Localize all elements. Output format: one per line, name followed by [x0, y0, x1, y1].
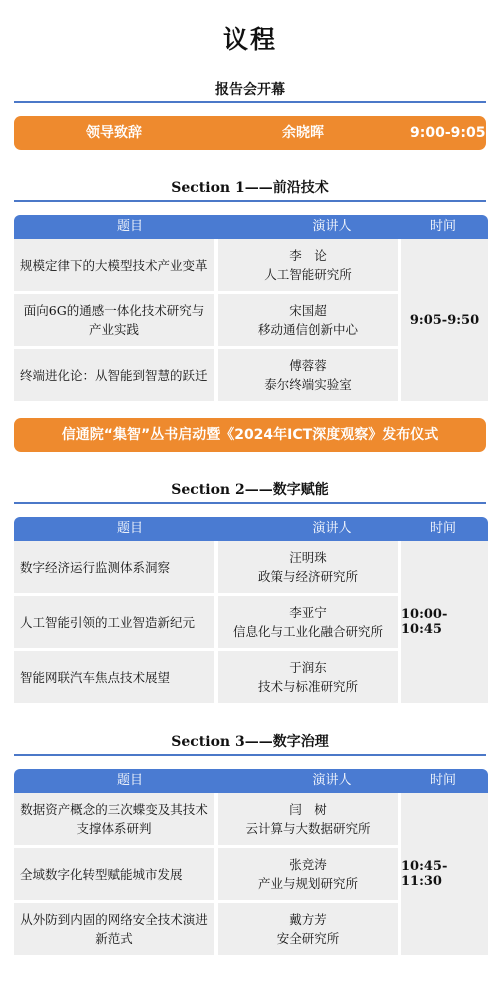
opening-heading: 报告会开幕 [215, 82, 285, 98]
table-body [14, 541, 488, 703]
speaker-cell [218, 651, 398, 703]
table-header [14, 215, 488, 239]
section-heading: Section 3——数字治理 [171, 734, 329, 750]
speaker-org: 移动通信创新中心 [257, 322, 358, 337]
speaker-cell [218, 793, 398, 845]
speaker-name: 闫 树 [289, 802, 327, 817]
header-topic: 题目 [116, 219, 143, 234]
topic-cell: 智能网联汽车焦点技术展望 [14, 651, 214, 703]
header-time: 时间 [429, 521, 456, 536]
topic-cell: 规模定律下的大模型技术产业变革 [14, 239, 214, 291]
speaker-org: 泰尔终端实验室 [264, 377, 352, 392]
opening-item: 领导致辞 [86, 125, 142, 141]
header-speaker: 演讲人 [312, 219, 352, 234]
section-heading: Section 2——数字赋能 [171, 482, 329, 498]
table-body [14, 793, 488, 955]
agenda-table [14, 517, 488, 703]
header-time: 时间 [429, 219, 456, 234]
speaker-name: 张竞涛 [289, 857, 327, 872]
header-topic: 题目 [116, 773, 143, 788]
divider [14, 502, 486, 504]
speaker-name: 傅蓉蓉 [289, 358, 327, 373]
header-time: 时间 [429, 773, 456, 788]
speaker-cell [218, 596, 398, 648]
topic-cell: 终端进化论：从智能到智慧的跃迁 [14, 349, 214, 401]
table-body [14, 239, 488, 401]
header-topic: 题目 [116, 521, 143, 536]
time-cell: 10:45-11:30 [401, 793, 488, 955]
speaker-org: 安全研究所 [276, 931, 340, 946]
speaker-cell [218, 848, 398, 900]
speaker-org: 云计算与大数据研究所 [245, 821, 371, 836]
opening-speaker: 余晓晖 [282, 125, 324, 141]
table-header [14, 517, 488, 541]
opening-bar [14, 116, 486, 150]
topic-cell: 人工智能引领的工业智造新纪元 [14, 596, 214, 648]
speaker-cell [218, 349, 398, 401]
section-heading: Section 1——前沿技术 [171, 180, 329, 196]
speaker-name: 于润东 [289, 660, 327, 675]
agenda-table [14, 769, 488, 955]
agenda-table [14, 215, 488, 401]
speaker-org: 技术与标准研究所 [257, 679, 358, 694]
speaker-org: 产业与规划研究所 [257, 876, 358, 891]
speaker-org: 人工智能研究所 [264, 267, 352, 282]
table-header [14, 769, 488, 793]
divider [14, 754, 486, 756]
page-title: 议程 [222, 25, 277, 54]
topic-cell: 数据资产概念的三次蝶变及其技术支撑体系研判 [14, 793, 214, 845]
topic-cell: 从外防到内固的网络安全技术演进新范式 [14, 903, 214, 955]
divider [14, 200, 486, 202]
speaker-name: 李亚宁 [289, 605, 327, 620]
speaker-name: 李 论 [289, 248, 327, 263]
topic-cell: 面向6G的通感一体化技术研究与产业实践 [14, 294, 214, 346]
time-cell: 9:05-9:50 [401, 239, 488, 401]
divider [14, 101, 486, 103]
speaker-cell [218, 239, 398, 291]
opening-time: 9:00-9:05 [410, 125, 486, 141]
time-cell: 10:00-10:45 [401, 541, 488, 703]
speaker-name: 宋国超 [289, 303, 327, 318]
speaker-name: 汪明珠 [289, 550, 327, 565]
topic-cell: 全域数字化转型赋能城市发展 [14, 848, 214, 900]
speaker-cell [218, 294, 398, 346]
header-speaker: 演讲人 [312, 773, 352, 788]
speaker-org: 信息化与工业化融合研究所 [232, 624, 383, 639]
header-speaker: 演讲人 [312, 521, 352, 536]
speaker-cell [218, 903, 398, 955]
speaker-org: 政策与经济研究所 [257, 569, 358, 584]
speaker-name: 戴方芳 [289, 912, 327, 927]
speaker-cell [218, 541, 398, 593]
topic-cell: 数字经济运行监测体系洞察 [14, 541, 214, 593]
launch-text: 信通院“集智”丛书启动暨《2024年ICT深度观察》发布仪式 [61, 427, 439, 443]
launch-bar [14, 418, 486, 452]
